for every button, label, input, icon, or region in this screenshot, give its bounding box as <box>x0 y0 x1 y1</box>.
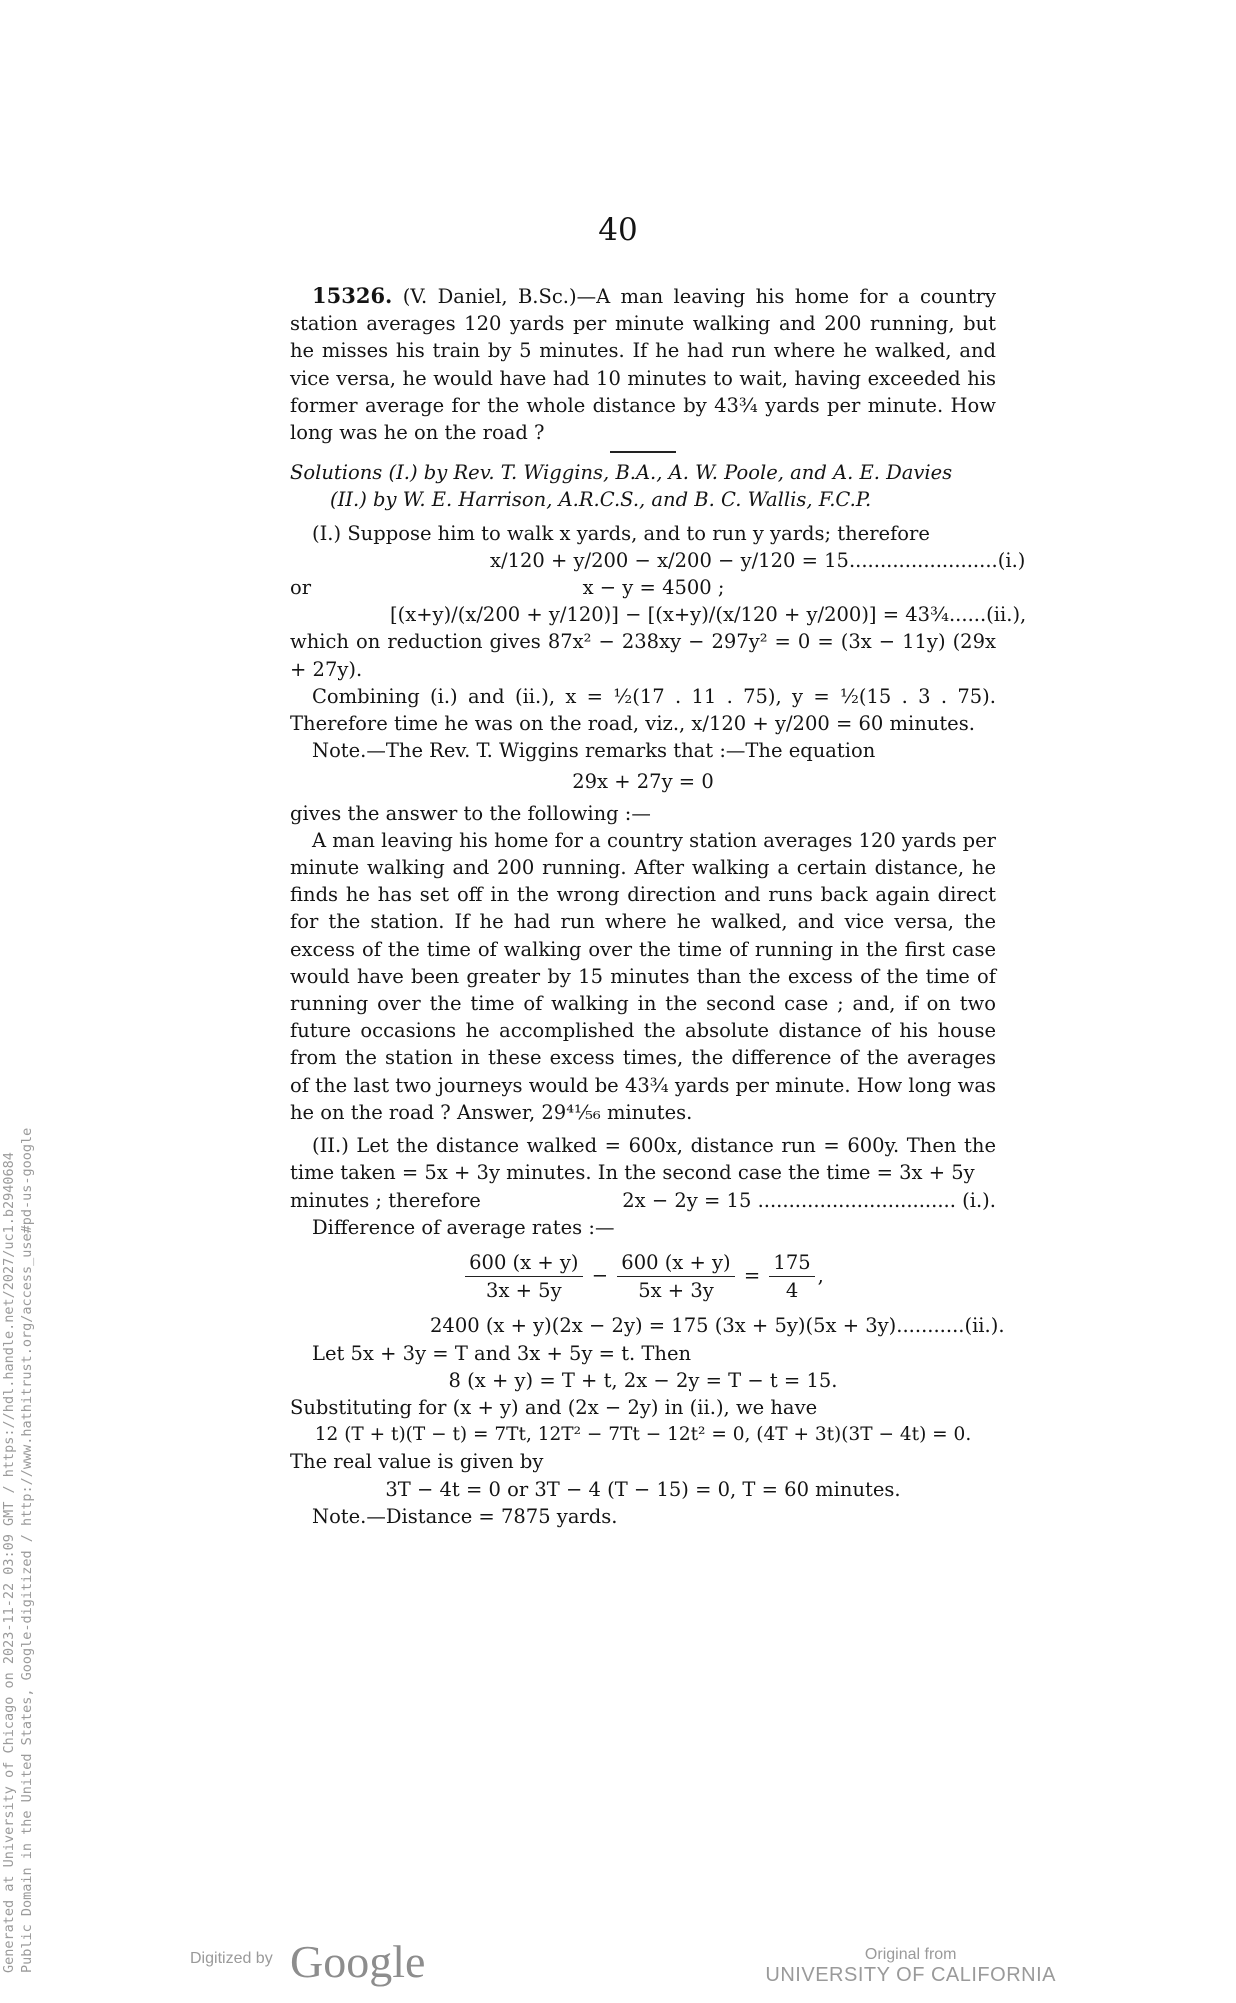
equation: x/120 + y/200 − x/200 − y/120 = 15 <box>490 548 849 572</box>
minus-sign: − <box>591 1264 609 1288</box>
fraction <box>617 1249 734 1304</box>
sol1-eq-or <box>290 574 996 601</box>
equation-tag: ......(ii.), <box>948 603 1027 627</box>
sol2-eq-i <box>290 1187 996 1214</box>
google-logo: Google <box>290 1936 426 1987</box>
sol2-eq-ii <box>290 1312 1005 1339</box>
problem-statement <box>290 282 996 446</box>
numerator: 600 (x + y) <box>465 1249 582 1277</box>
margin-watermark <box>0 1128 36 2003</box>
solutions-line-1: Solutions (I.) by Rev. T. Wiggins, B.A., A. W. Poole, and A. E. Davies <box>290 461 953 485</box>
problem-number: 15326. <box>312 283 393 308</box>
sol1-note: Note.—The Rev. T. Wiggins remarks that :—The equation <box>312 739 876 763</box>
separator-rule <box>610 451 676 453</box>
sol2-difference: Difference of average rates :— <box>312 1215 615 1239</box>
sol1-gives: gives the answer to the following :— <box>290 801 651 825</box>
sol2-fraction-equation <box>290 1249 996 1304</box>
sol2-eq-v: 3T − 4t = 0 or 3T − 4 (T − 15) = 0, T = 60 minutes. <box>385 1477 901 1501</box>
minutes-therefore: minutes ; therefore <box>290 1188 481 1212</box>
leader-dots: ................................ <box>757 1188 956 1212</box>
solutions-line-2: (II.) by W. E. Harrison, A.R.C.S., and B. C. Wallis, F.C.P. <box>330 488 872 512</box>
sol2-eq-iii: 8 (x + y) = T + t, 2x − 2y = T − t = 15. <box>448 1368 838 1392</box>
sol2-eq-iv: 12 (T + t)(T − t) = 7Tt, 12T² − 7Tt − 12t² = 0, (4T + 3t)(3T − 4t) = 0. <box>314 1424 972 1446</box>
fraction <box>769 1249 814 1304</box>
equation: 2400 (x + y)(2x − 2y) = 175 (3x + 5y)(5x + 3y) <box>430 1314 897 1338</box>
sol2-substituting: Substituting for (x + y) and (2x − 2y) in (ii.), we have <box>290 1395 818 1419</box>
university-label: UNIVERSITY OF CALIFORNIA <box>765 1964 1056 1986</box>
equation-tag: (i.) <box>997 548 1026 572</box>
sol1-combining: Combining (i.) and (ii.), x = ½(17 . 11 . 75), y = ½(15 . 3 . 75). Therefore time he was on the road, viz., x/120 + y/200 = 60 minutes. <box>290 684 996 736</box>
equation: 2x − 2y = 15 <box>622 1188 752 1212</box>
sol1-eq-ii <box>290 601 1027 628</box>
sol2-let: Let 5x + 3y = T and 3x + 5y = t. Then <box>312 1341 692 1365</box>
or-label: or <box>290 576 312 600</box>
equals-sign: = <box>743 1264 761 1288</box>
equation: [(x+y)/(x/200 + y/120)] − [(x+y)/(x/120 + y/200)] = 43¾ <box>390 603 949 627</box>
page-number: 40 <box>598 212 638 248</box>
page-body <box>290 282 1027 1530</box>
sol1-paragraph: A man leaving his home for a country station averages 120 yards per minute walking and 200 running. After walking a certain distance, he finds he has set off in the wrong direction and runs back again direct for the station. If he had run where he walked, and vice versa, the excess of the time of walking over the time of running in the first case would have been greater by 15 minutes than the excess of the time of running over the time of walking in the second case ; and, if on two future occasions he accomplished the absolute distance of his house from the station in these excess times, the difference of the averages of the last two journeys would be 43¾ yards per minute. How long was he on the road ? Answer, 29⁴¹⁄₅₆ minutes. <box>290 828 996 1124</box>
sol1-intro: (I.) Suppose him to walk x yards, and to run y yards; therefore <box>312 521 930 545</box>
leader-dots: ........................ <box>848 548 998 572</box>
denominator: 3x + 5y <box>486 1279 562 1303</box>
denominator: 4 <box>785 1279 799 1303</box>
sol1-reduction: which on reduction gives 87x² − 238xy − 297y² = 0 = (3x − 11y) (29x + 27y). <box>290 630 996 681</box>
fraction <box>465 1249 582 1304</box>
sol1-eq-iv: 29x + 27y = 0 <box>572 770 714 794</box>
comma: , <box>817 1264 824 1288</box>
original-from-label: Original from <box>864 1946 957 1963</box>
equation-tag: ...........(ii.). <box>896 1314 1005 1338</box>
sol2-note: Note.—Distance = 7875 yards. <box>312 1504 618 1528</box>
watermark-line-1: Generated at University of Chicago on 2023-11-22 03:09 GMT / https://hdl.handle.net/2027/uc1.b2940684 <box>1 1152 17 1973</box>
sol1-eq-i <box>290 547 1026 574</box>
equation-tag: (i.). <box>962 1188 996 1212</box>
original-from-block <box>765 1946 1056 1987</box>
equation: x − y = 4500 ; <box>582 576 725 600</box>
digitized-by-label: Digitized by <box>190 1950 273 1967</box>
sol2-intro: (II.) Let the distance walked = 600x, distance run = 600y. Then the time taken = 5x + 3y minutes. In the second case the time = 3x + 5y <box>290 1134 996 1185</box>
numerator: 600 (x + y) <box>617 1249 734 1277</box>
numerator: 175 <box>769 1249 814 1277</box>
watermark-line-2: Public Domain in the United States, Google-digitized / http://www.hathitrust.org/access_use#pd-us-google <box>19 1127 35 1973</box>
problem-text: (V. Daniel, B.Sc.)—A man leaving his home for a country station averages 120 yards per minute walking and 200 running, but he misses his train by 5 minutes. If he had run where he walked, and vice versa, he would have had 10 minutes to wait, having exceeded his former average for the whole distance by 43¾ yards per minute. How long was he on the road ? <box>290 285 996 445</box>
denominator: 5x + 3y <box>638 1279 714 1303</box>
sol2-real-value: The real value is given by <box>290 1450 544 1474</box>
